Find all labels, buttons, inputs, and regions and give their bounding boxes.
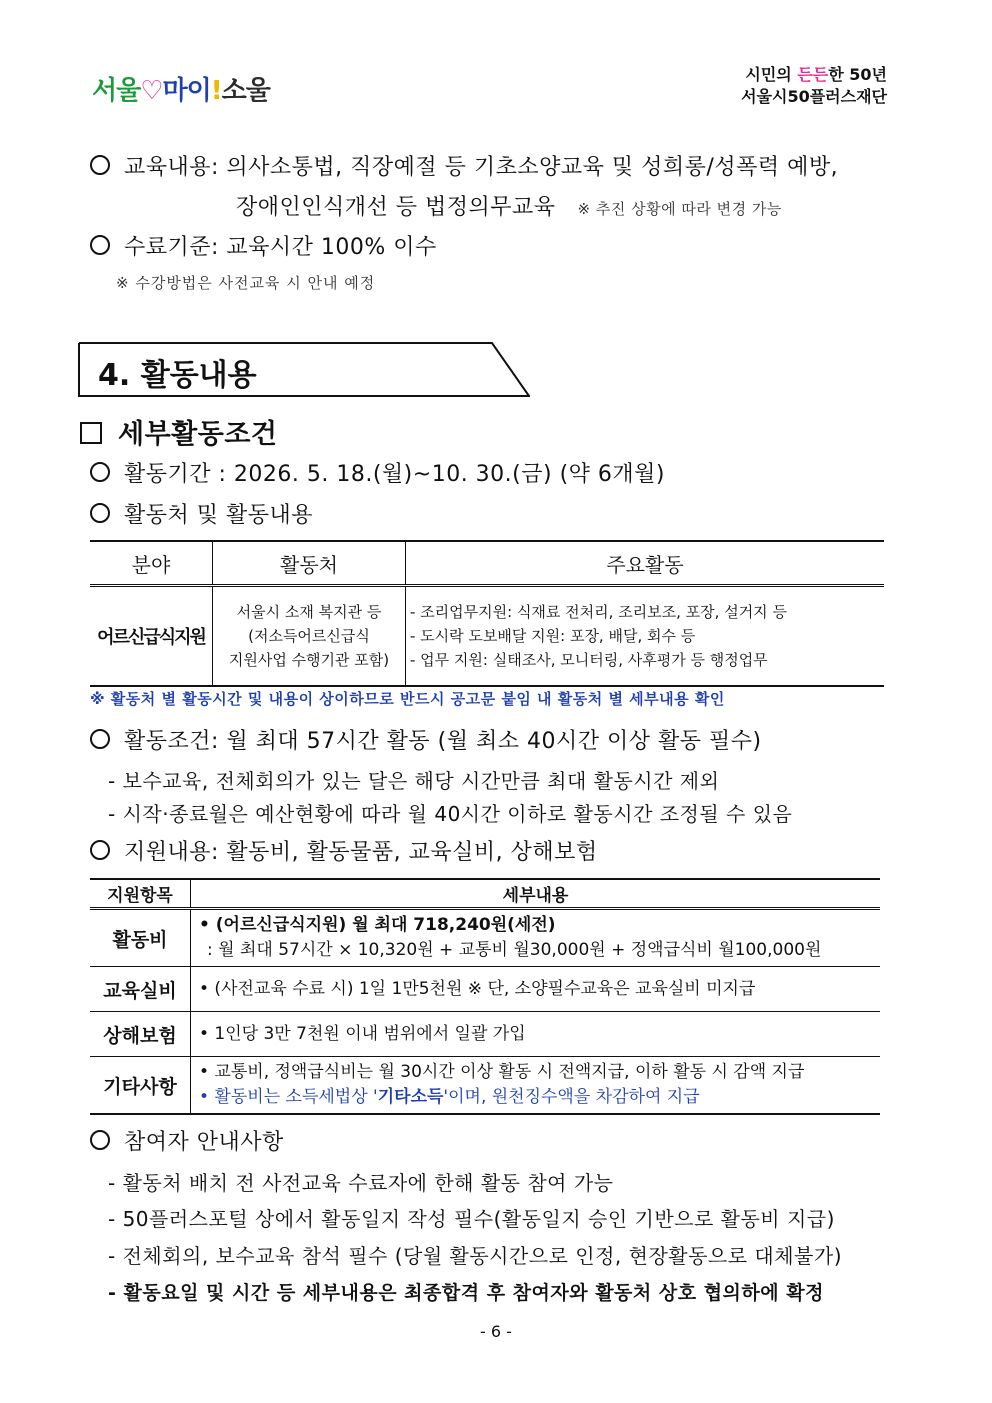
support-table: [90, 878, 880, 1115]
circle-bullet-icon: [90, 235, 110, 255]
support-detail: • 1인당 3만 7천원 이내 범위에서 일괄 가입: [191, 1012, 881, 1057]
support-heading: 지원내용: 활동비, 활동물품, 교육실비, 상해보험: [90, 835, 598, 866]
col-header-field: 분야: [90, 541, 213, 586]
warning-note: ※ 활동처 별 활동시간 및 내용이 상이하므로 반드시 공고문 붙임 내 활동처 별 세부내용 확인: [90, 690, 725, 708]
place-heading: 활동처 및 활동내용: [90, 498, 313, 529]
square-bullet-icon: [80, 422, 102, 444]
edu-content-line1: 교육내용: 의사소통법, 직장예절 등 기초소양교육 및 성희롱/성폭력 예방,: [90, 150, 838, 181]
activity-place-table: [90, 540, 884, 687]
guide-item: - 50플러스포털 상에서 활동일지 작성 필수(활동일지 승인 기반으로 활동비 지급): [108, 1207, 835, 1231]
support-detail: • (어르신급식지원) 월 최대 718,240원(세전) : 월 최대 57시간 × 10,320원 + 교통비 월30,000원 + 정액급식비 월100,000원: [191, 909, 881, 967]
support-key: 상해보험: [90, 1012, 191, 1057]
circle-bullet-icon: [90, 729, 110, 749]
circle-bullet-icon: [90, 462, 110, 482]
guide-item: - 전체회의, 보수교육 참석 필수 (당월 활동시간으로 인정, 현장활동으로 대체불가): [108, 1244, 842, 1268]
support-key: 교육실비: [90, 967, 191, 1012]
col-header-place: 활동처: [213, 541, 406, 586]
subsection-title: 세부활동조건: [80, 412, 278, 451]
support-key: 기타사항: [90, 1057, 191, 1115]
activities-cell: - 조리업무지원: 식재료 전처리, 조리보조, 포장, 설거지 등 - 도시락 도보배달 지원: 포장, 배달, 회수 등 - 업무 지원: 실태조사, 모니터링, 사후평가 등 행정업무: [406, 586, 885, 687]
section-title-box: [78, 342, 528, 396]
guide-item: - 활동처 배치 전 사전교육 수료자에 한해 활동 참여 가능: [108, 1171, 614, 1195]
table-row: [90, 586, 884, 687]
col-header-activities: 주요활동: [406, 541, 885, 586]
table-row: [90, 909, 880, 967]
foundation-slogan: 시민의 든든한 50년 서울시50플러스재단: [741, 65, 887, 106]
edu-criteria-note: ※ 수강방법은 사전교육 시 안내 예정: [116, 274, 376, 292]
col-header-item: 지원항목: [90, 879, 191, 909]
section-title: 4. 활동내용: [98, 358, 257, 393]
support-detail: • (사전교육 수료 시) 1일 1만5천원 ※ 단, 소양필수교육은 교육실비 미지급: [191, 967, 881, 1012]
table-header-row: [90, 541, 884, 586]
support-key: 활동비: [90, 909, 191, 967]
circle-bullet-icon: [90, 1130, 110, 1150]
guide-item-bold: - 활동요일 및 시간 등 세부내용은 최종합격 후 참여자와 활동처 상호 협의하에 확정: [108, 1282, 824, 1304]
table-row: [90, 1057, 880, 1115]
circle-bullet-icon: [90, 840, 110, 860]
table-row: [90, 1012, 880, 1057]
support-detail: • 교통비, 정액급식비는 월 30시간 이상 활동 시 전액지급, 이하 활동 시 감액 지급 • 활동비는 소득세법상 '기타소득'이며, 원천징수액을 차감하여 지급: [191, 1057, 881, 1115]
edu-content-line2: 장애인인식개선 등 법정의무교육 ※ 추진 상황에 따라 변경 가능: [236, 195, 782, 220]
field-cell: 어르신급식지원: [90, 586, 213, 687]
seoul-my-soul-logo: 서울♡마이!소울: [92, 76, 270, 106]
heart-icon: ♡: [140, 76, 163, 106]
col-header-detail: 세부내용: [191, 879, 881, 909]
edu-content-note: ※ 추진 상황에 따라 변경 가능: [577, 200, 782, 218]
table-header-row: [90, 879, 880, 909]
activity-period: 활동기간 : 2026. 5. 18.(월)~10. 30.(금) (약 6개월): [90, 457, 665, 488]
place-cell: 서울시 소재 복지관 등 (저소득어르신급식 지원사업 수행기관 포함): [213, 586, 406, 687]
conditions-heading: 활동조건: 월 최대 57시간 활동 (월 최소 40시간 이상 활동 필수): [90, 724, 762, 755]
conditions-item: - 보수교육, 전체회의가 있는 달은 해당 시간만큼 최대 활동시간 제외: [108, 769, 720, 793]
circle-bullet-icon: [90, 155, 110, 175]
foundation-name: 서울시50플러스재단: [741, 87, 887, 106]
table-row: [90, 967, 880, 1012]
conditions-item: - 시작·종료월은 예산현황에 따라 월 40시간 이하로 활동시간 조정될 수 있음: [108, 802, 793, 826]
guide-heading: 참여자 안내사항: [90, 1125, 284, 1156]
circle-bullet-icon: [90, 503, 110, 523]
edu-criteria: 수료기준: 교육시간 100% 이수: [90, 230, 437, 261]
page-number: - 6 -: [480, 1322, 512, 1341]
